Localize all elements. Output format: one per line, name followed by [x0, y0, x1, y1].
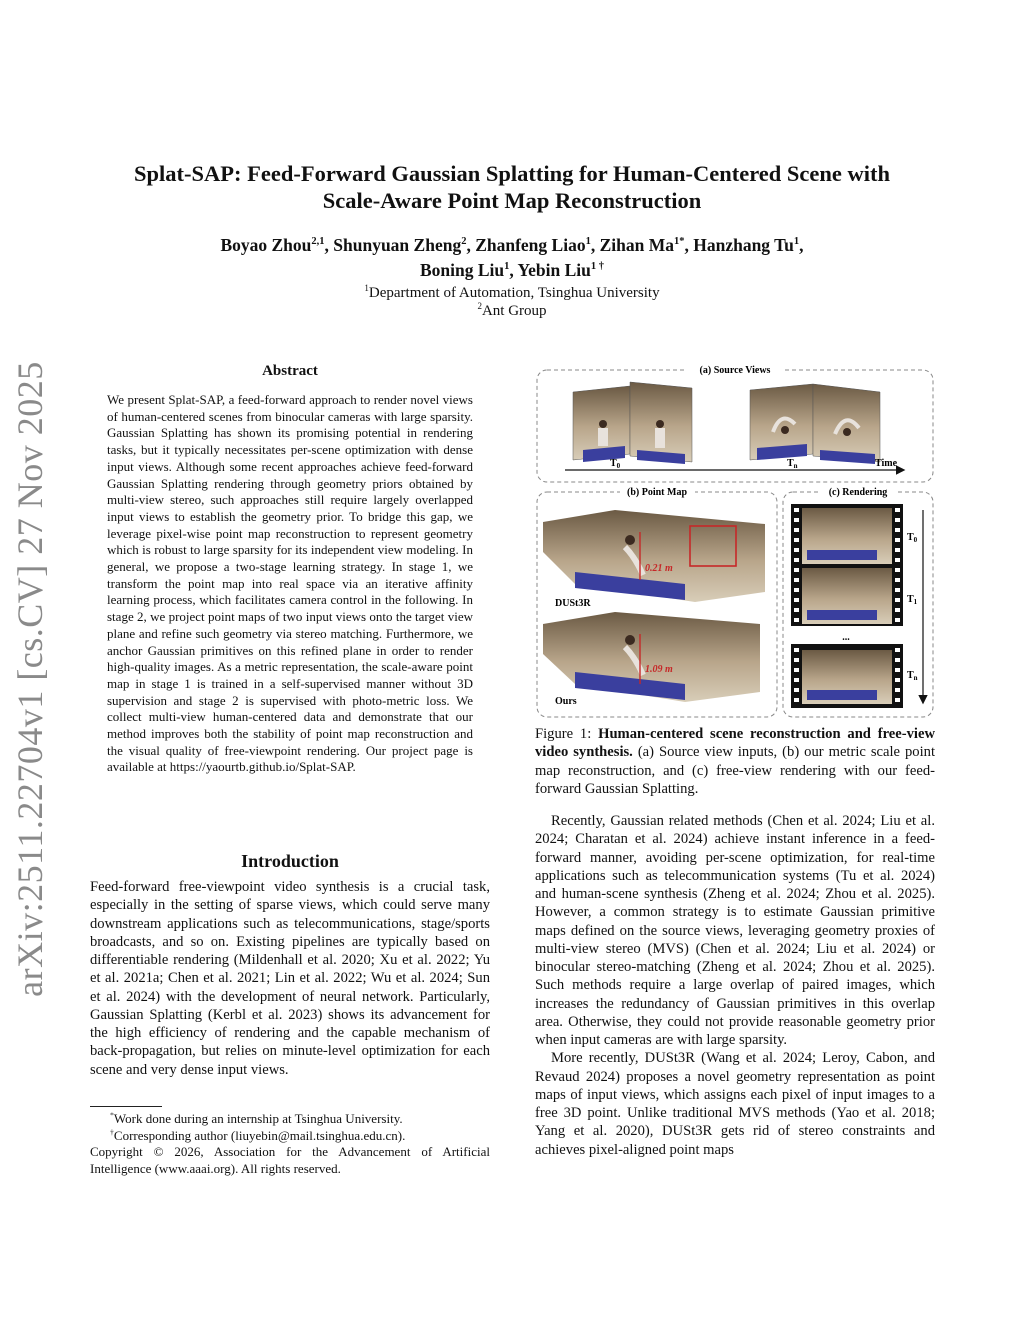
point-map-ours: [543, 612, 760, 702]
introduction-heading: Introduction: [241, 851, 339, 871]
render-label-t0: $T_0$: [907, 532, 918, 544]
author-affil-mark: 1: [585, 236, 591, 248]
author-name: Zihan Ma: [599, 235, 674, 255]
affiliations: [90, 284, 934, 320]
panel-a-title: (a) Source Views: [699, 365, 771, 376]
paragraph: More recently, DUSt3R (Wang et al. 2024; Leroy, Cabon, and Revaud 2024) proposes a novel geometry representation as point maps of input views, which assigns each pixel of input images to a free 3D point. Unlike traditional MVS methods (Yao et al. 2018; Yang et al. 2020), DUSt3R gets rid of stereo constraints and achieves pixel-aligned point maps: [535, 1050, 935, 1158]
figure-caption: [535, 725, 935, 798]
time-label-tn: $T_n$: [787, 458, 798, 470]
dust3r-label: DUSt3R: [555, 598, 591, 609]
footnote-1: *Work done during an internship at Tsinghua University.: [110, 1110, 403, 1126]
affiliation-2: $^2$Ant Group: [477, 301, 547, 319]
author-affil-mark: 1 †: [590, 261, 605, 273]
arxiv-identifier: arXiv:2511.22704v1 [cs.CV] 27 Nov 2025: [10, 361, 50, 997]
render-label-t1: $T_1$: [907, 594, 918, 606]
source-view-tn: [750, 384, 880, 464]
author-name: Yebin Liu: [517, 260, 591, 280]
render-ellipsis: ...: [842, 632, 850, 643]
author-name: Boning Liu: [419, 260, 505, 280]
point-map-dust3r: [543, 510, 765, 602]
figure-1: [535, 362, 935, 722]
time-axis-label: Time: [875, 458, 898, 469]
copyright-notice: Copyright © 2026, Association for the Advancement of Artificial Intelligence (www.aaai.org). All rights reserved.: [90, 1144, 490, 1176]
author-affil-mark: 1: [793, 236, 800, 248]
author-name: Zhanfeng Liao: [475, 235, 586, 255]
title-line-1: Splat-SAP: Feed-Forward Gaussian Splatting for Human-Centered Scene with: [133, 161, 891, 186]
author-affil-mark: 2: [461, 236, 467, 248]
film-strip: [791, 504, 903, 708]
affiliation-1: $^1$Department of Automation, Tsinghua University: [364, 283, 660, 301]
author-affil-mark: 1*: [673, 236, 685, 248]
abstract-text: We present Splat-SAP, a feed-forward approach to render novel views of human-centered scenes from binocular cameras with large sparsity. Gaussian Splatting has shown its promising potential in rendering tasks, but it typically necessitates per-scene optimization with dense input views. Although some recent approaches achieve feed-forward Gaussian Splatting rendering through geometry priors obtained by multi-view stereo, such approaches still require largely overlapped input views to establish the geometry prior. To bridge this gap, we leverage pixel-wise point map reconstruction to represent geometry which is robust to large sparsity for its independent view modeling. In general, we propose a two-stage learning strategy. In stage 1, we transform the point map into real space via an iterative affinity learning process, which facilitates camera control in the following. In stage 2, we project point maps of two input views onto the target view plane and refine such geometry via stereo matching. Furthermore, we anchor Gaussian primitives on this refined plane in order to render high-quality images. As a metric representation, the scale-aware point map in stage 1 is trained in a self-supervised manner without 3D supervision and stage 2 is supervised with photo-metric loss. We collect multi-view human-centered data and demonstrate that our method improves both the stability of point map reconstruction and the visual quality of free-viewpoint rendering. Our project page is available at https://yaourtb.github.io/Splat-SAP.: [107, 392, 473, 775]
abstract-heading: Abstract: [262, 363, 318, 379]
caption-bold: Human-centered scene reconstruction and free-view video synthesis.: [535, 726, 935, 761]
render-label-tn: $T_n$: [907, 670, 918, 682]
paragraph: Recently, Gaussian related methods (Chen et al. 2024; Liu et al. 2024; Charatan et al. 2024) achieve instant inference in a feed-forward manner, avoiding per-scene optimization, for real-time applications such as telecommunication systems (Tu et al. 2024) and human-scene synthesis (Zheng et al. 2024; Zhou et al. 2025). However, a common strategy is to estimate Gaussian primitive maps defined on the source views, leveraging geometry proxies of multi-view stereo (MVS) (Chen et al. 2024; Liu et al. 2024) or binocular stereo-matching (Zheng et al. 2024; Zhou et al. 2025). Such methods require a large overlap of paired images, which increases the redundancy of Gaussian primitives in this overlap area. Otherwise, they could not provide reasonable geometry prior when input cameras are with large sparsity.: [535, 813, 935, 1048]
title-line-2: Scale-Aware Point Map Reconstruction: [322, 188, 702, 213]
author-name: Hanzhang Tu: [693, 235, 794, 255]
caption-text: (a) Source view inputs, (b) our metric scale point map reconstruction, and (c) free-view rendering with our feed-forward Gaussian Splatting.: [535, 744, 936, 797]
paper-title: [90, 160, 934, 214]
author-list: Boyao Zhou$^{2,1}$, Shunyuan Zheng$^2$, Zhanfeng Liao$^1$, Zihan $Ma^{1*}$, Hanzhang Tu$^1$, Boning Liu$^1$, Yebin Liu$^{1 \dagger}$: [220, 235, 804, 280]
footnotes: [90, 1111, 490, 1177]
panel-b-title: (b) Point Map: [627, 487, 687, 498]
author-name: Boyao Zhou: [220, 235, 312, 255]
introduction-text: Feed-forward free-viewpoint video synthesis is a crucial task, especially in the setting of sparse views, which could serve many downstream applications such as telecommunications, stage/sports broadcasts, and so on. Existing pipelines are typically based on differentiable rendering (Mildenhall et al. 2020; Xu et al. 2022; Yu et al. 2021a; Chen et al. 2021; Lin et al. 2022; Wu et al. 2024; Sun et al. 2024) with the development of neural network. Particularly, Gaussian Splatting (Kerbl et al. 2023) shows its advancement for the high efficiency of rendering and the capable mechanism of back-propagation, but relies on minute-level optimization for each scene and very dense input views.: [90, 879, 490, 1078]
author-name: Shunyuan Zheng: [333, 235, 462, 255]
author-affil-mark: 2,1: [311, 236, 325, 248]
caption-prefix: Figure 1:: [535, 726, 599, 742]
source-view-t0: [573, 382, 692, 464]
panel-c-title: (c) Rendering: [828, 487, 888, 498]
footnote-2: †Corresponding author (liuyebin@mail.tsinghua.edu.cn).: [110, 1127, 406, 1143]
ours-label: Ours: [555, 696, 577, 707]
author-affil-mark: 1: [504, 261, 510, 273]
measurement-ours: 1.09 m: [645, 664, 673, 675]
measurement-dust3r: 0.21 m: [645, 563, 673, 574]
footnote-rule: [90, 1106, 162, 1107]
time-label-t0: $T_0$: [610, 458, 621, 470]
right-column-text: [535, 812, 935, 1159]
